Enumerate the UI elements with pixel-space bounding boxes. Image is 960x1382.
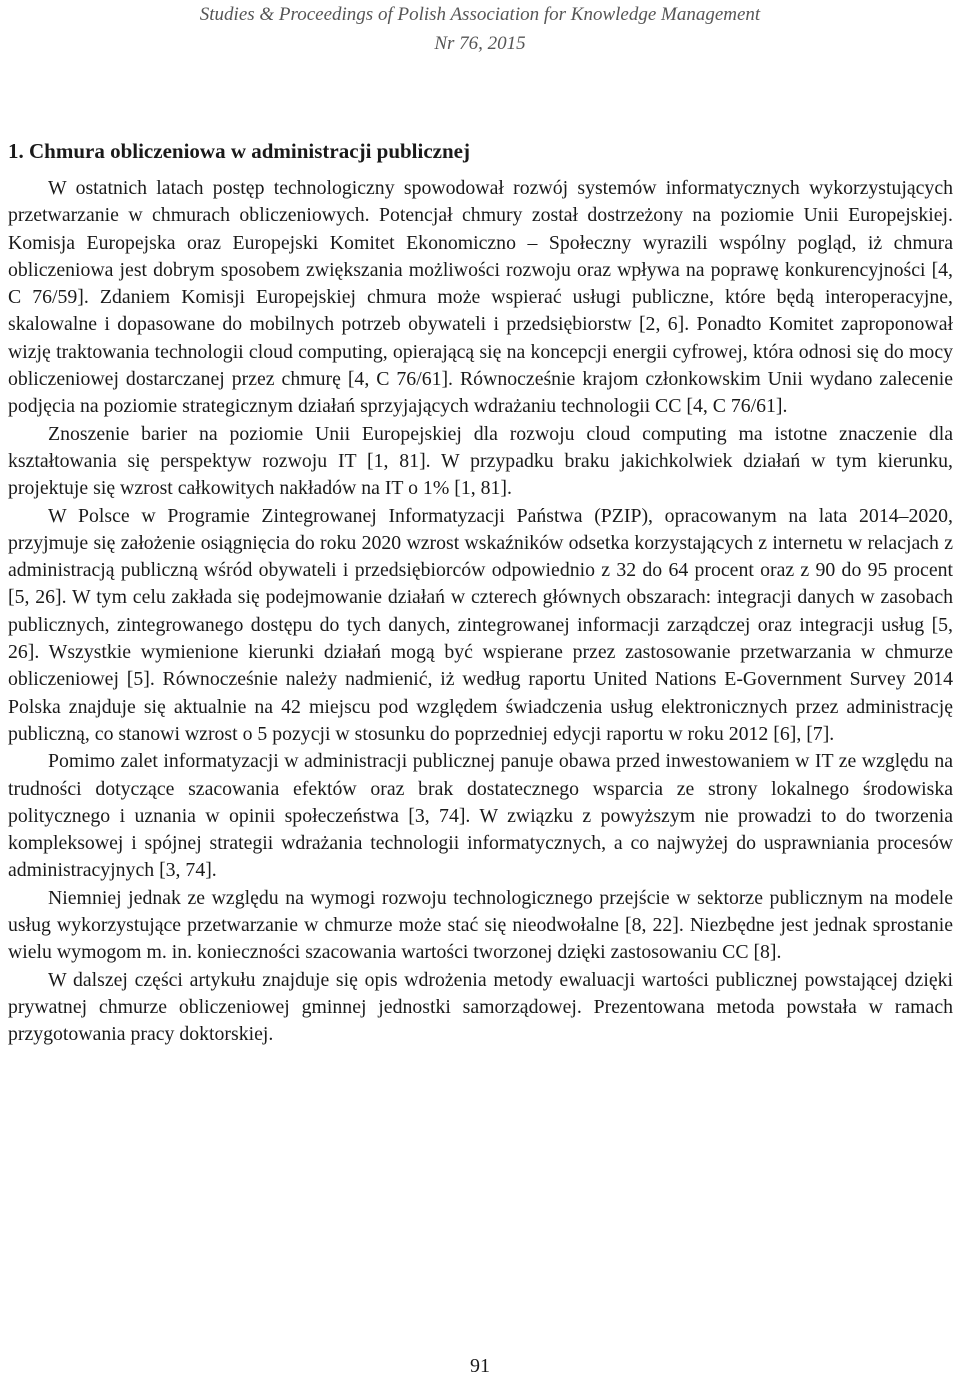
article-body: [8, 175, 953, 1049]
paragraph: W Polsce w Programie Zintegrowanej Informatyzacji Państwa (PZIP), opracowanym na lata 2014–2020, przyjmuje się założenie osiągnięcia do roku 2020 wzrost wskaźników odsetka korzystających z internetu w relacjach z administracją publiczną wśród obywateli i przedsiębiorców odpowiednio z 32 do 64 procent oraz z 90 do 95 procent [5, 26]. W tym celu zakłada się podejmowanie działań w czterech głównych obszarach: integracji danych w zasobach publicznych, zintegrowanego dostępu do tych danych, zintegrowanej informacji zarządczej oraz integracji usług [5, 26]. Wszystkie wymienione kierunki działań mogą być wspierane przez zastosowanie przetwarzania w chmurze obliczeniowej [5]. Równocześnie należy nadmienić, iż według raportu United Nations E-Government Survey 2014 Polska znajduje się aktualnie na 42 miejscu pod względem świadczenia usług elektronicznych przez administrację publiczną, co stanowi wzrost o 5 pozycji w stosunku do poprzedniej edycji raportu w roku 2012 [6], [7].: [8, 504, 953, 745]
page-number: 91: [470, 1355, 490, 1377]
paragraph: W ostatnich latach postęp technologiczny spowodował rozwój systemów informatycznych wykorzystujących przetwarzanie w chmurach obliczeniowych. Potencjał chmury został dostrzeżony na poziomie Unii Europejskiej. Komisja Europejska oraz Europejski Komitet Ekonomiczno – Społeczny wyrazili wspólny pogląd, iż chmura obliczeniowa jest dobrym sposobem zwiększania możliwości rozwoju oraz wpływa na poprawę konkurencyjności [4, C 76/59]. Zdaniem Komisji Europejskiej chmura może wspierać usługi publiczne, które będą interoperacyjne, skalowalne i dopasowane do mobilnych potrzeb obywateli i przedsiębiorstw [2, 6]. Ponadto Komitet zaproponował wizję traktowania technologii cloud computing, opierającą się na koncepcji energii cyfrowej, która odnosi się do mocy obliczeniowej dostarczanej przez chmurę [4, C 76/61]. Równocześnie krajom członkowskim Unii wydano zalecenie podjęcia na poziomie strategicznym działań sprzyjających wdrażaniu technologii CC [4, C 76/61].: [8, 177, 953, 418]
issue-number: Nr 76, 2015: [434, 33, 526, 54]
paragraph: Znoszenie barier na poziomie Unii Europejskiej dla rozwoju cloud computing ma istotne znaczenie dla kształtowania się perspektyw rozwoju IT [1, 81]. W przypadku braku jakichkolwiek działań w tym kierunku, projektuje się wzrost całkowitych nakładów na IT o 1% [1, 81].: [8, 422, 953, 500]
section-title: 1. Chmura obliczeniowa w administracji publicznej: [8, 139, 470, 163]
running-header: [0, 0, 960, 58]
paragraph: Pomimo zalet informatyzacji w administracji publicznej panuje obawa przed inwestowaniem w IT ze względu na trudności dotyczące szacowania efektów oraz brak dostatecznego wsparcia ze strony lokalnego środowiska politycznego i uznania w opinii społeczeństwa [3, 74]. W związku z powyższym nie prowadzi to do tworzenia kompleksowej i spójnej strategii wdrażania technologii informatycznych, a co najwyżej do usprawniania procesów administracyjnych [3, 74].: [8, 750, 953, 882]
paragraph: W dalszej części artykułu znajduje się opis wdrożenia metody ewaluacji wartości publicznej powstającej dzięki prywatnej chmurze obliczeniowej gminnej jednostki samorządowej. Prezentowana metoda powstała w ramach przygotowania pracy doktorskiej.: [8, 968, 953, 1046]
paragraph: Niemniej jednak ze względu na wymogi rozwoju technologicznego przejście w sektorze publicznym na modele usług wykorzystujące przetwarzanie w chmurze może stać się nieodwołalne [8, 22]. Niezbędne jest jednak sprostanie wielu wymogom m. in. konieczności szacowania wartości tworzonej dzięki zastosowaniu CC [8].: [8, 886, 953, 964]
journal-title: Studies & Proceedings of Polish Association for Knowledge Management: [199, 4, 761, 25]
